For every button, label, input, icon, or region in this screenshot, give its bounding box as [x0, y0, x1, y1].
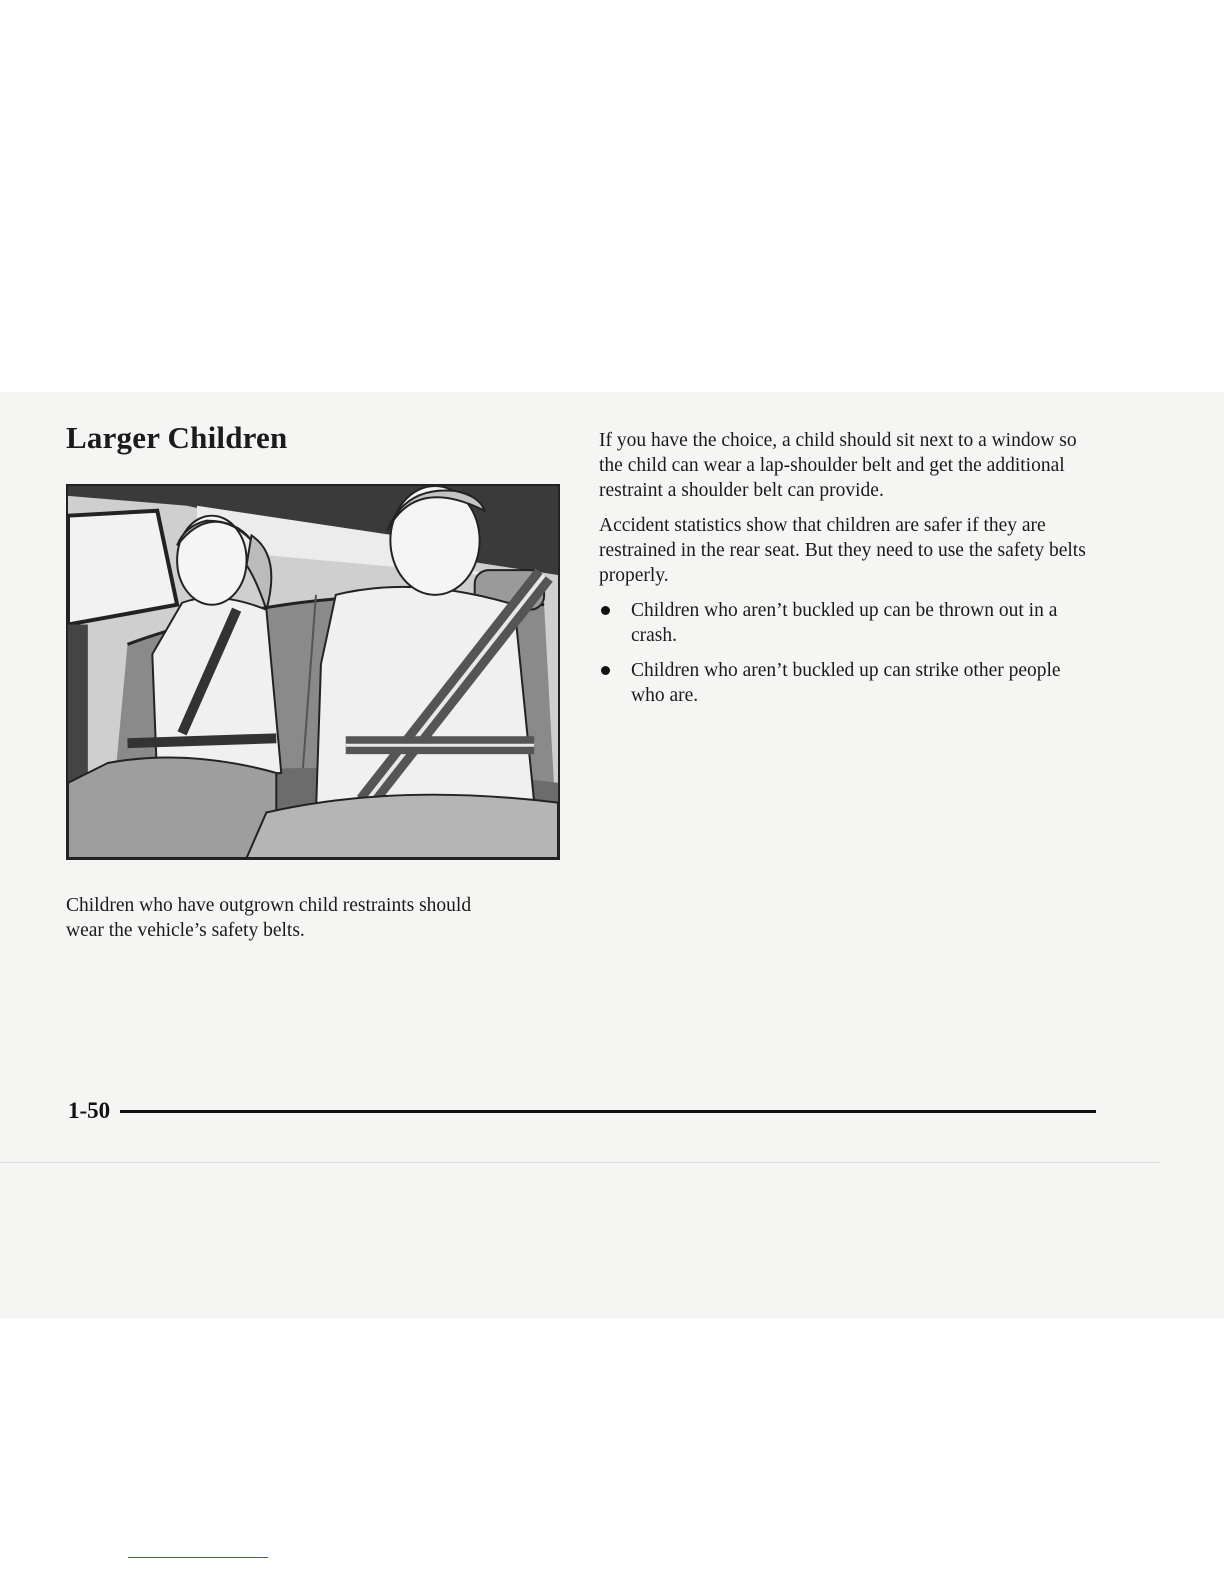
scan-artifact-line — [0, 1162, 1160, 1163]
illustration-drawing — [68, 486, 558, 858]
page-title: Larger Children — [66, 420, 288, 455]
figure-caption-line1: Children who have outgrown child restraints should — [66, 895, 472, 916]
figure-caption — [66, 893, 536, 943]
bullet-text: Children who aren’t buckled up can be thrown out in a crash. — [631, 600, 1058, 646]
figure-caption-line2: wear the vehicle’s safety belts. — [66, 920, 305, 941]
bullet-icon — [601, 606, 610, 615]
footer-rule — [120, 1110, 1096, 1113]
list-item — [599, 598, 1099, 648]
right-column — [599, 428, 1099, 718]
list-item — [599, 658, 1099, 708]
page-number: 1-50 — [68, 1098, 111, 1123]
bullet-list — [599, 598, 1099, 708]
bullet-text: Children who aren’t buckled up can strike other people who are. — [631, 660, 1061, 706]
illustration-children-in-safety-belts — [66, 484, 560, 860]
accident-statistics-paragraph: Accident statistics show that children are safer if they are restrained in the rear seat. But they need to use the safety belts properly. — [599, 515, 1086, 586]
bullet-icon — [601, 666, 610, 675]
window-seat-paragraph: If you have the choice, a child should sit next to a window so the child can wear a lap-shoulder belt and get the additional restraint a shoulder belt can provide. — [599, 430, 1077, 501]
bottom-link-underline — [128, 1557, 268, 1558]
